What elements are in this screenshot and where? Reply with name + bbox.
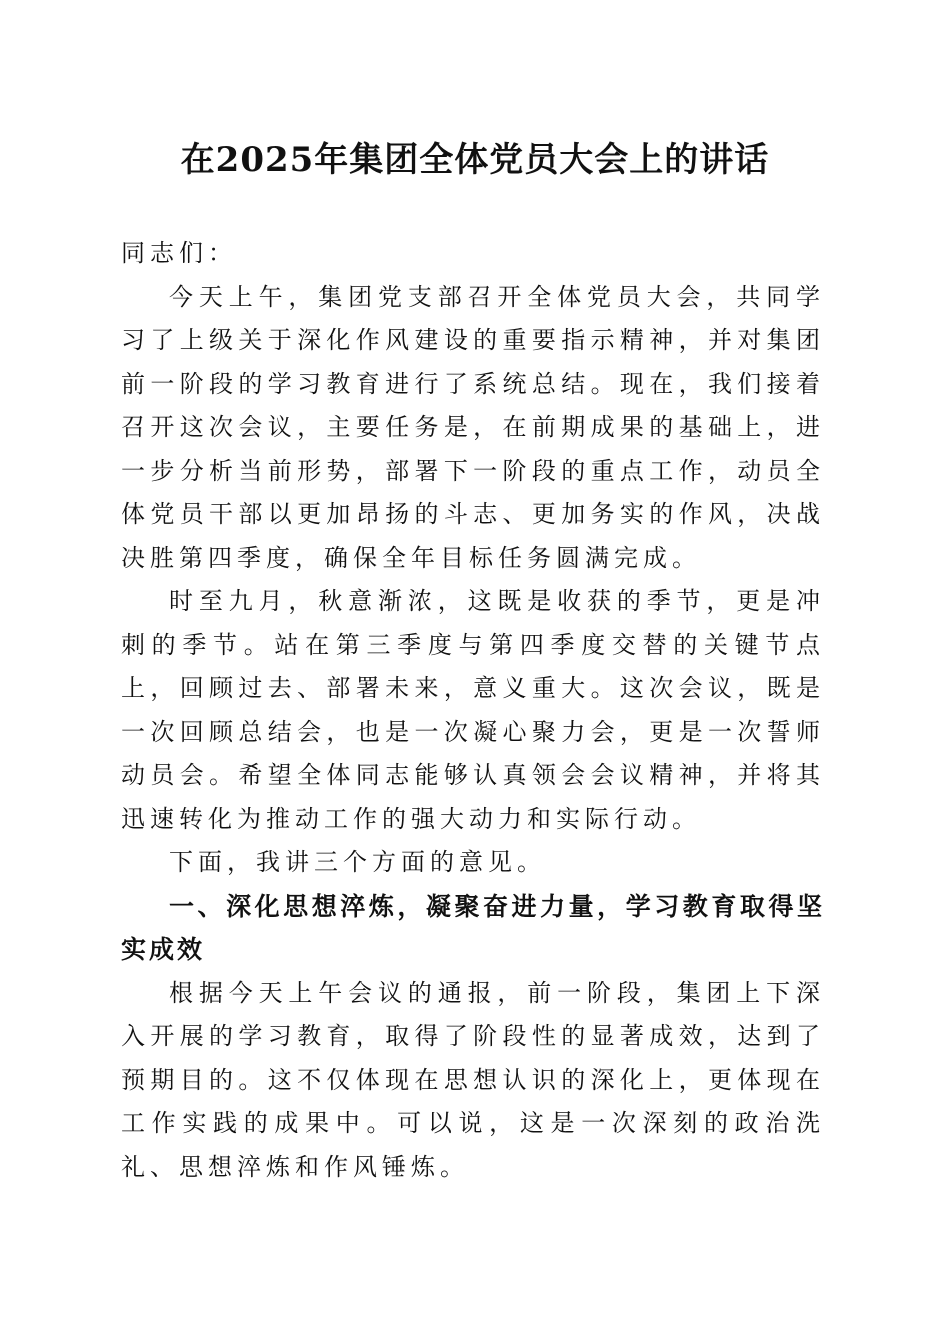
page-title: 在2025年集团全体党员大会上的讲话	[180, 140, 770, 180]
paragraph-context: 时至九月，秋意渐浓，这既是收获的季节，更是冲刺的季节。站在第三季度与第四季度交替的关键节点上，回顾过去、部署未来，意义重大。这次会议，既是一次回顾总结会，也是一次凝心聚力会，更是一次誓师动员会。希望全体同志能够认真领会会议精神，并将其迅速转化为推动工作的强大动力和实际行动。	[121, 587, 825, 833]
section-heading-one: 一、深化思想淬炼，凝聚奋进力量，学习教育取得坚实成效	[121, 891, 825, 964]
salutation: 同志们：	[121, 239, 237, 267]
section-one-paragraph: 根据今天上午会议的通报，前一阶段，集团上下深入开展的学习教育，取得了阶段性的显著成效，达到了预期目的。这不仅体现在思想认识的深化上，更体现在工作实践的成果中。可以说，这是一次深刻的政治洗礼、思想淬炼和作风锤炼。	[121, 978, 825, 1181]
paragraph-opening: 今天上午，集团党支部召开全体党员大会，共同学习了上级关于深化作风建设的重要指示精神，并对集团前一阶段的学习教育进行了系统总结。现在，我们接着召开这次会议，主要任务是，在前期成果的基础上，进一步分析当前形势，部署下一阶段的重点工作，动员全体党员干部以更加昂扬的斗志、更加务实的作风，决战决胜第四季度，确保全年目标任务圆满完成。	[121, 282, 825, 572]
paragraph-outline: 下面，我讲三个方面的意见。	[169, 848, 546, 876]
document-body	[121, 232, 825, 1189]
